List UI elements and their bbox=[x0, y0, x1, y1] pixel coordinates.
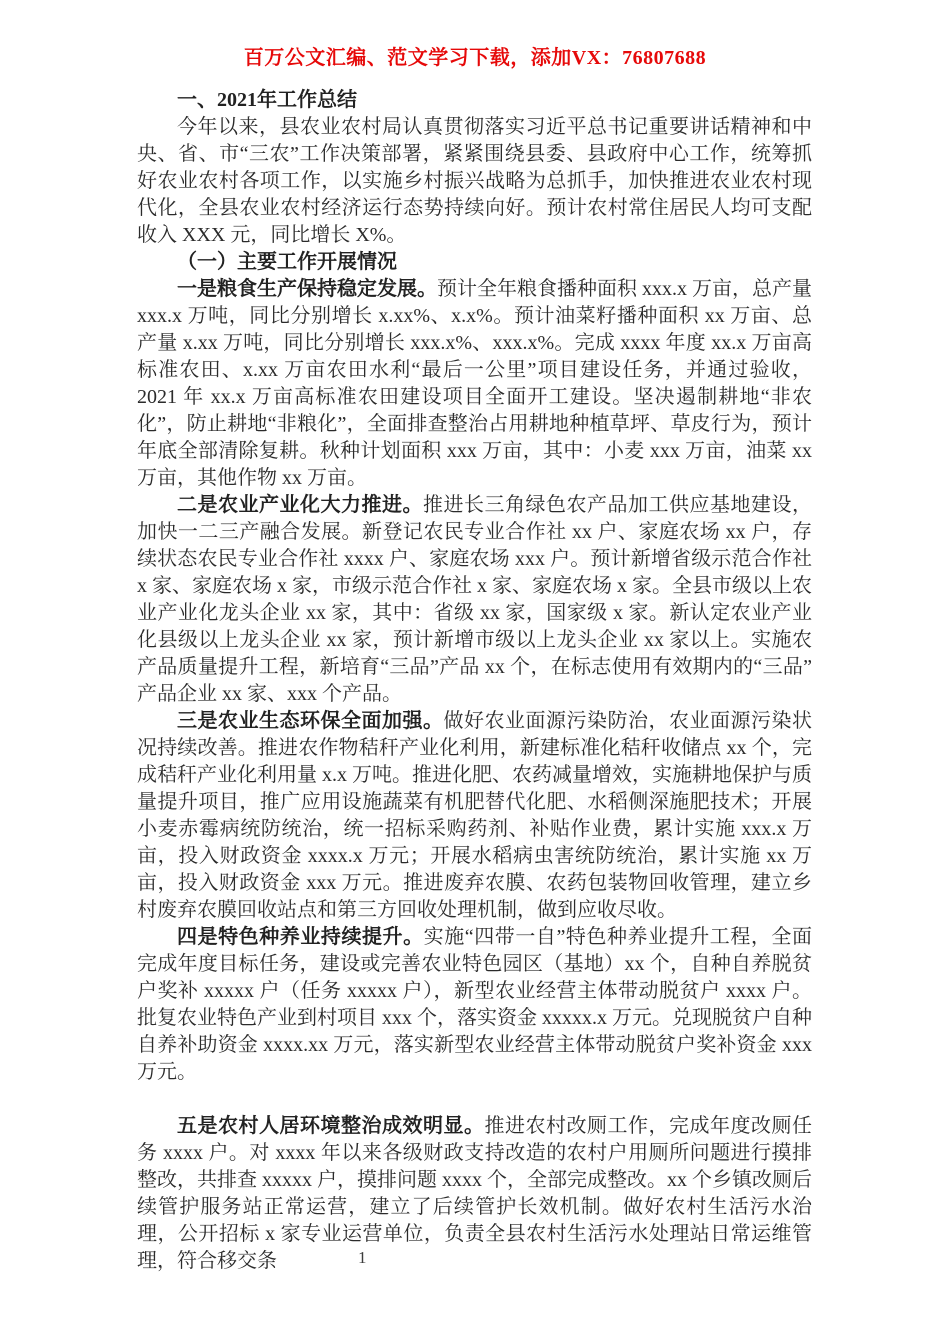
header-ad-notice: 百万公文汇编、范文学习下载，添加VX：76807688 bbox=[243, 47, 707, 69]
work-item-4-text: 实施“四带一自”特色种养业提升工程，全面完成年度目标任务，建设或完善农业特色园区（基地）xx 个，自种自养脱贫户奖补 xxxxx 户（任务 xxxxx 户），新型农业经营主体带动脱贫户 xxxx 户。批复农业特色产业到村项目 xxx 个，落实资金 xxxxx.x 万元。兑现脱贫户自种自养补助资金 xxxx.xx 万元，落实新型农业经营主体带动脱贫户奖补资金 xxx 万元。 bbox=[137, 926, 812, 1083]
work-item-4-lead: 四是特色种养业持续提升。 bbox=[177, 926, 424, 948]
section-heading-main-work-text: （一）主要工作开展情况 bbox=[177, 251, 397, 273]
page-number: 1 bbox=[358, 1248, 367, 1267]
work-item-3-text: 做好农业面源污染防治，农业面源污染状况持续改善。推进农作物秸秆产业化利用，新建标准化秸秆收储点 xx 个，完成秸秆产业化利用量 x.x 万吨。推进化肥、农药减量增效，实施耕地保护与质量提升项目，推广应用设施蔬菜有机肥替代化肥、水稻侧深施肥技术；开展小麦赤霉病统防统治，统一招标采购药剂、补贴作业费，累计实施 xxx.x 万亩，投入财政资金 xxxx.x 万元；开展水稻病虫害统防统治，累计实施 xx 万亩，投入财政资金 xxx 万元。推进废弃农膜、农药包装物回收管理，建立乡村废弃农膜回收站点和第三方回收处理机制，做到应收尽收。 bbox=[137, 710, 812, 921]
section-heading-main-work bbox=[137, 249, 812, 276]
work-item-5-lead: 五是农村人居环境整治成效明显。 bbox=[177, 1115, 485, 1137]
work-item-5-text: 推进农村改厕工作，完成年度改厕任务 xxxx 户。对 xxxx 年以来各级财政支持改造的农村户用厕所问题进行摸排整改，共排查 xxxxx 户，摸排问题 xxxx 个，全部完成整改。xx 个乡镇改厕后续管护服务站正常运营，建立了后续管护长效机制。做好农村生活污水治理，公开招标 x 家专业运营单位，负责全县农村生活污水处理站日常运维管理，符合移交条 bbox=[137, 1115, 812, 1272]
work-item-3-lead: 三是农业生态环保全面加强。 bbox=[177, 710, 444, 732]
work-item-2-industrialization bbox=[137, 492, 812, 708]
work-item-2-lead: 二是农业产业化大力推进。 bbox=[177, 494, 423, 516]
work-item-1-text: 预计全年粮食播种面积 xxx.x 万亩，总产量 xxx.x 万吨，同比分别增长 x.xx%、x.x%。预计油菜籽播种面积 xx 万亩、总产量 x.xx 万吨，同比分别增长 xxx.x%、xxx.x%。完成 xxxx 年度 xx.x 万亩高标准农田、x.xx 万亩农田水利“最后一公里”项目建设任务，并通过验收，2021 年 xx.x 万亩高标准农田建设项目全面开工建设。坚决遏制耕地“非农化”，防止耕地“非粮化”，全面排查整治占用耕地种植草坪、草皮行为，预计年底全部清除复耕。秋种计划面积 xxx 万亩，其中：小麦 xxx 万亩，油菜 xx 万亩，其他作物 xx 万亩。 bbox=[137, 278, 812, 489]
work-item-1-lead: 一是粮食生产保持稳定发展。 bbox=[177, 278, 437, 300]
work-item-1-grain-production bbox=[137, 276, 812, 492]
work-item-4-breeding-upgrade bbox=[137, 924, 812, 1086]
document-body bbox=[137, 87, 812, 1275]
intro-paragraph bbox=[137, 114, 812, 249]
doc-title bbox=[137, 87, 812, 114]
work-item-2-text: 推进长三角绿色农产品加工供应基地建设，加快一二三产融合发展。新登记农民专业合作社 xx 户、家庭农场 xx 户，存续状态农民专业合作社 xxxx 户、家庭农场 xxx 户。预计新增省级示范合作社 x 家、家庭农场 x 家，市级示范合作社 x 家、家庭农场 x 家。全县市级以上农业产业化龙头企业 xx 家，其中：省级 xx 家，国家级 x 家。新认定农业产业化县级以上龙头企业 xx 家，预计新增市级以上龙头企业 xx 家以上。实施农产品质量提升工程，新培育“三品”产品 xx 个，在标志使用有效期内的“三品”产品企业 xx 家、xxx 个产品。 bbox=[137, 494, 812, 705]
work-item-3-eco-protection bbox=[137, 708, 812, 924]
doc-title-text: 一、2021年工作总结 bbox=[177, 89, 357, 111]
intro-paragraph-text: 今年以来，县农业农村局认真贯彻落实习近平总书记重要讲话精神和中央、省、市“三农”工作决策部署，紧紧围绕县委、县政府中心工作，统筹抓好农业农村各项工作，以实施乡村振兴战略为总抓手，加快推进农业农村现代化，全县农业农村经济运行态势持续向好。预计农村常住居民人均可支配收入 XXX 元，同比增长 X%。 bbox=[137, 116, 812, 246]
work-item-5-rural-environment bbox=[137, 1113, 812, 1275]
